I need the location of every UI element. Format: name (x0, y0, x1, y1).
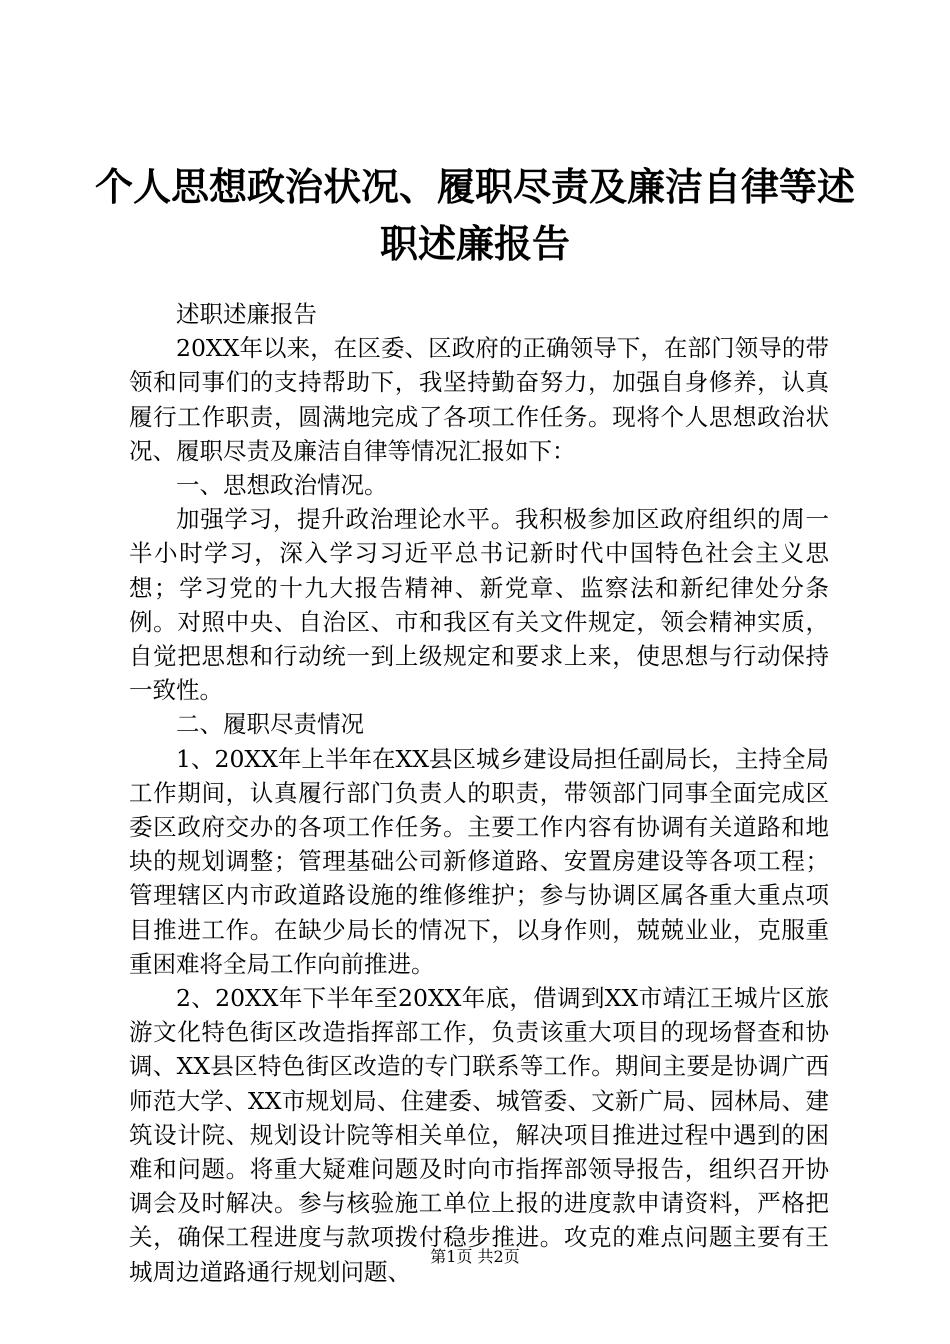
paragraph-duty-2: 2、20XX年下半年至20XX年底，借调到XX市靖江王城片区旅游文化特色街区改造指挥部工作，负责该重大项目的现场督查和协调、XX县区特色街区改造的专门联系等工作。期间主要是协调广西师范大学、XX市规划局、住建委、城管委、文新广局、园林局、建筑设计院、规划设计院等相关单位，解决项目推进过程中遇到的困难和问题。将重大疑难问题及时向市指挥部领导报告，组织召开协调会及时解决。参与核验施工单位上报的进度款申请资料，严格把关，确保工程进度与款项拨付稳步推进。攻克的难点问题主要有王城周边道路通行规划问题、 (129, 984, 829, 1286)
paragraph-intro: 20XX年以来，在区委、区政府的正确领导下，在部门领导的带领和同事们的支持帮助下，我坚持勤奋努力，加强自身修养，认真履行工作职责，圆满地完成了各项工作任务。现将个人思想政治状况、履职尽责及廉洁自律等情况汇报如下： (129, 334, 829, 465)
document-body (129, 297, 829, 1289)
paragraph-heading: 述职述廉报告 (176, 300, 317, 328)
section-heading-political: 一、思想政治情况。 (176, 471, 388, 500)
document-title-line-1: 个人思想政治状况、履职尽责及廉洁自律等述 (94, 164, 855, 209)
paragraph-political: 加强学习，提升政治理论水平。我积极参加区政府组织的周一半小时学习，深入学习习近平总书记新时代中国特色社会主义思想；学习党的十九大报告精神、新党章、监察法和新纪律处分条例。对照中央、自治区、市和我区有关文件规定，领会精神实质，自觉把思想和行动统一到上级规定和要求上来，使思想与行动保持一致性。 (129, 505, 829, 705)
paragraph-duty-1: 1、20XX年上半年在XX县区城乡建设局担任副局长，主持全局工作期间，认真履行部门负责人的职责，带领部门同事全面完成区委区政府交办的各项工作任务。主要工作内容有协调有关道路和地块的规划调整；管理基础公司新修道路、安置房建设等各项工程；管理辖区内市政道路设施的维修维护；参与协调区属各重大重点项目推进工作。在缺少局长的情况下，以身作则，兢兢业业，克服重重困难将全局工作向前推进。 (129, 744, 829, 978)
page-footer: 第1页 共2页 (430, 1247, 520, 1266)
section-heading-duties: 二、履职尽责情况 (176, 710, 364, 739)
document-title-line-2: 职述廉报告 (379, 221, 570, 266)
